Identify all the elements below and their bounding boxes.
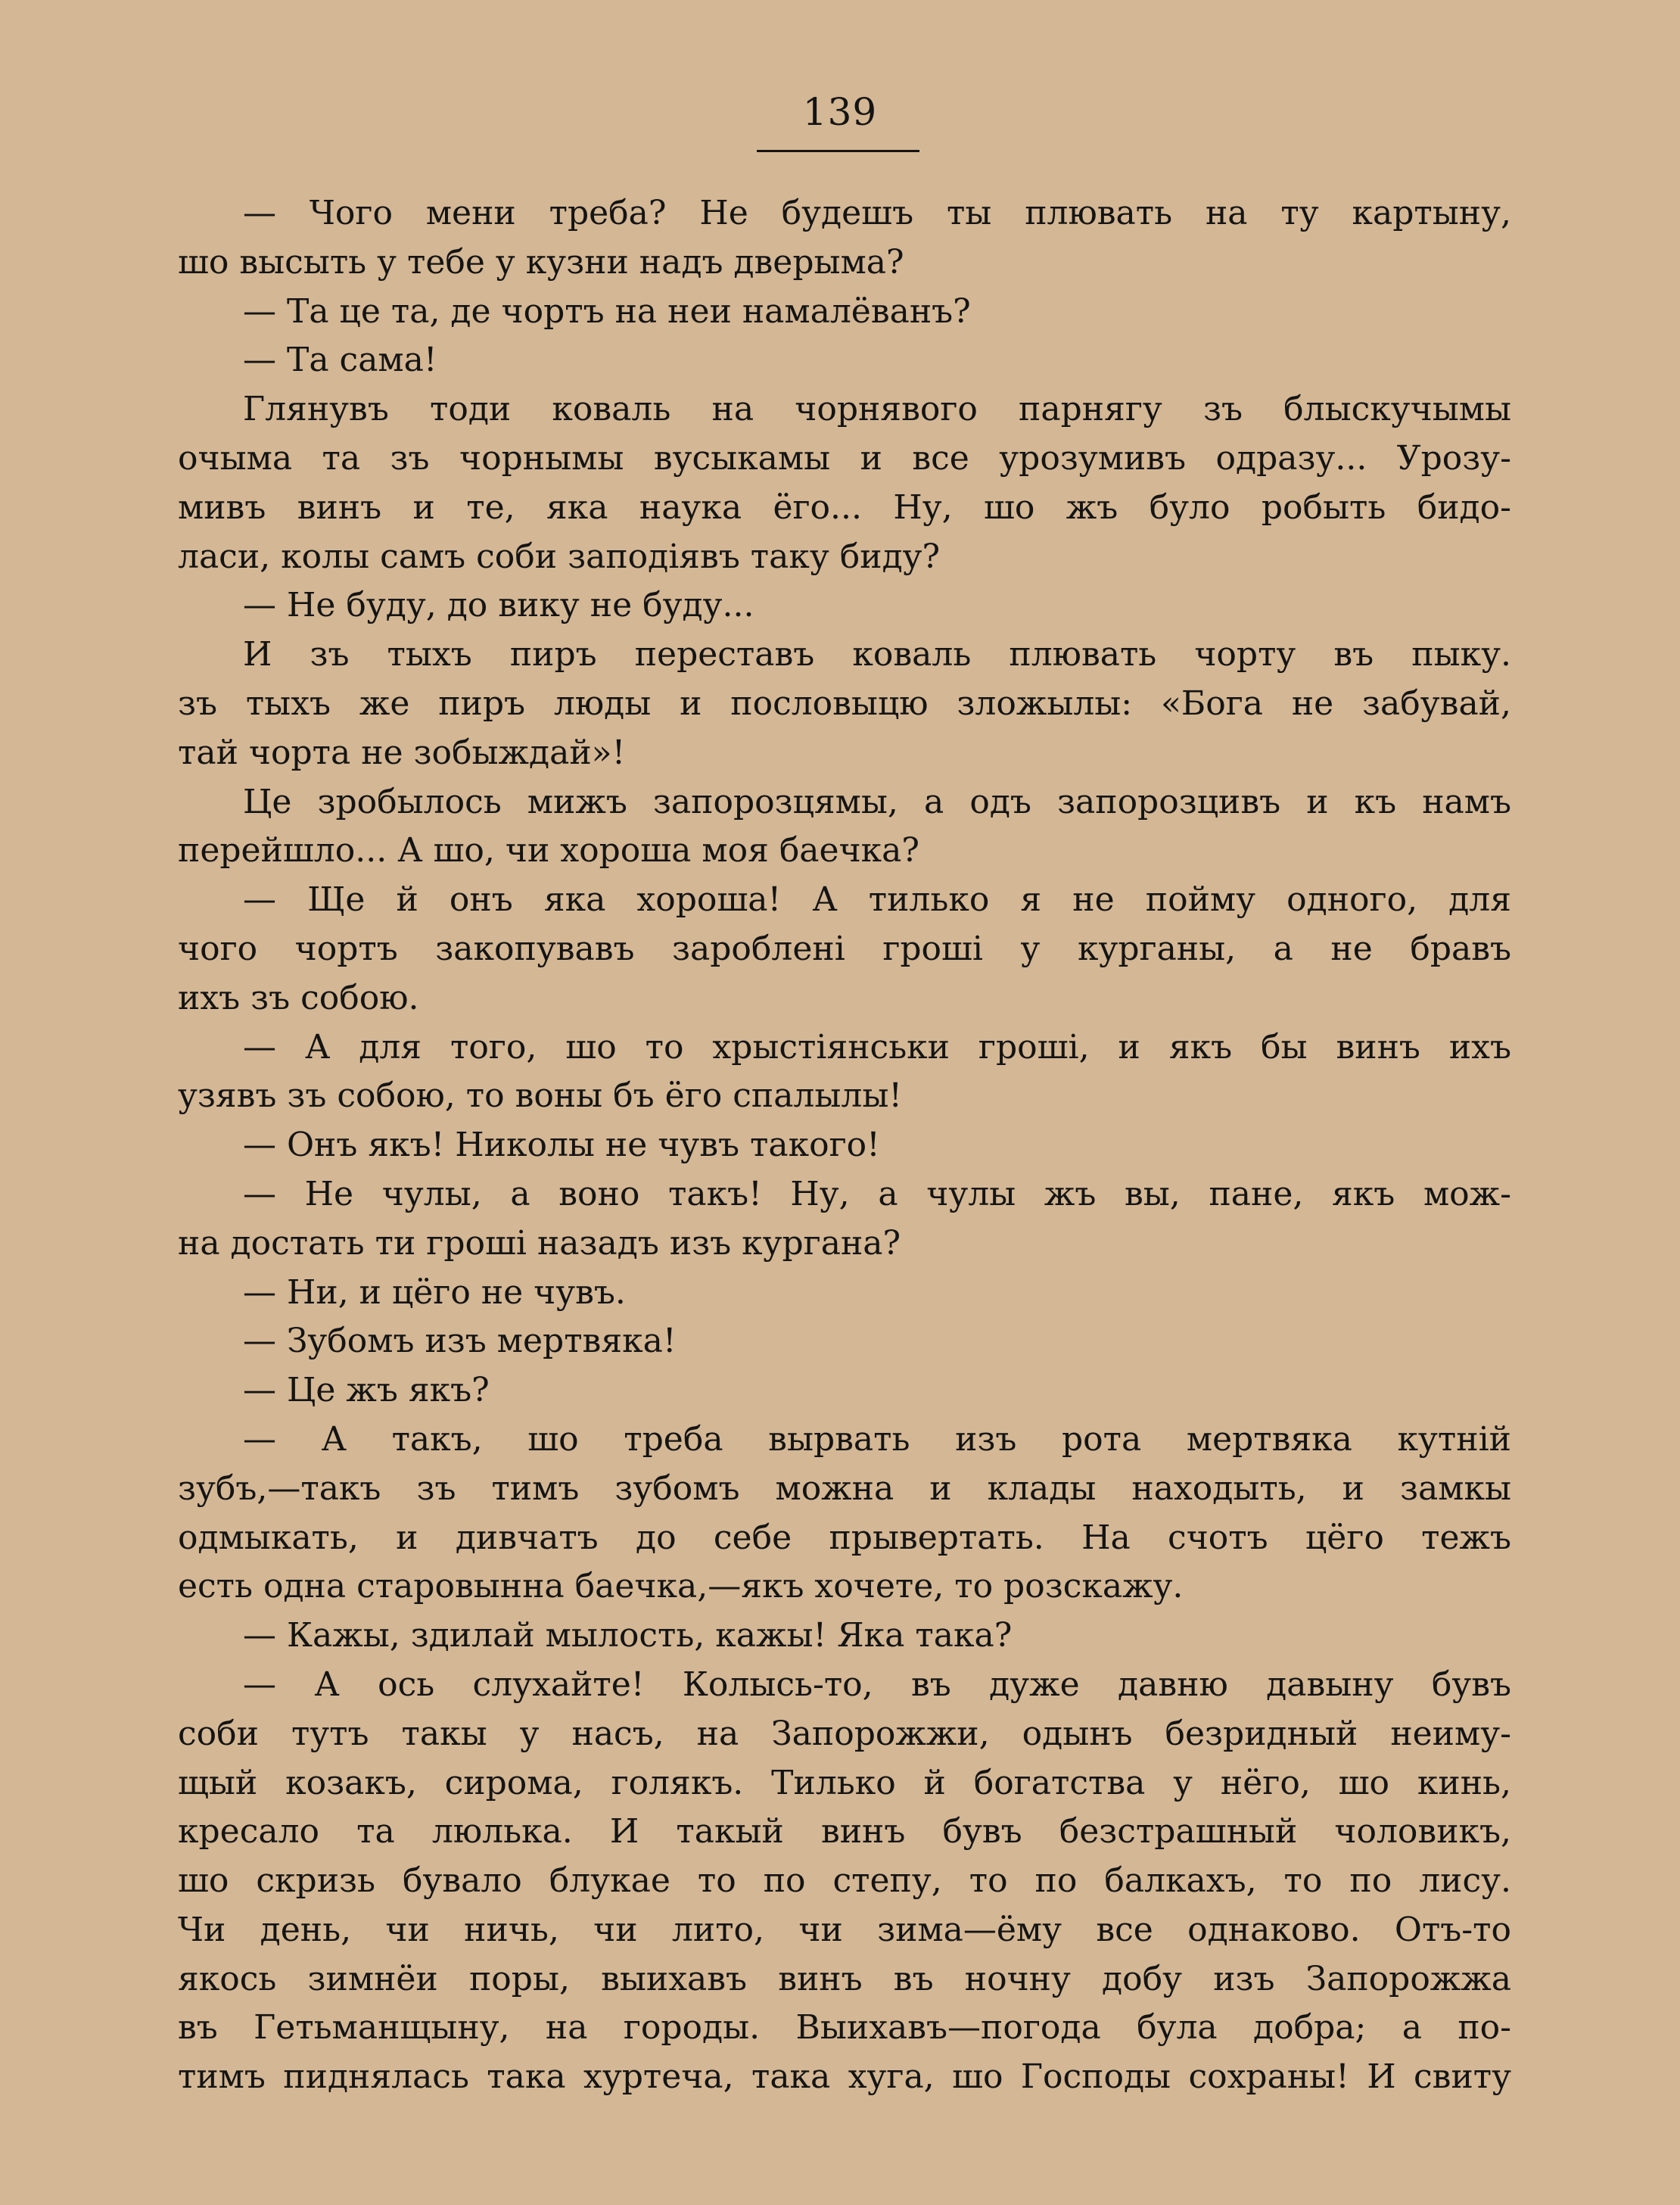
text-line: кресало та люлька. И такый винъ бувъ безстрашный чоловикъ, [178, 1812, 1511, 1852]
text-line: якось зимнёи поры, выихавъ винъ въ ночну добу изъ Запорожжа [178, 1959, 1511, 1998]
text-line: есть одна старовынна баечка,—якъ хочете, то розскажу. [178, 1567, 1184, 1606]
text-line: — Онъ якъ! Николы не чувъ такого! [243, 1126, 880, 1165]
text-line: мивъ винъ и те, яка наука ёго... Ну, шо жъ було робыть бидо- [178, 487, 1511, 527]
text-line: ихъ зъ собою. [178, 978, 419, 1017]
text-line: — А ось слухайте! Колысь-то, въ дуже давню давыну бувъ [243, 1665, 1511, 1704]
text-line: соби тутъ такы у насъ, на Запорожжи, одынъ безридный неиму- [178, 1714, 1511, 1753]
text-line: — Ни, и цёго не чувъ. [243, 1272, 626, 1312]
text-line: одмыкать, и дивчатъ до себе прывертать. На счотъ цёго тежъ [178, 1518, 1511, 1557]
text-line: Глянувъ тоди коваль на чорнявого парнягу зъ блыскучымы [243, 390, 1511, 429]
text-line: — А такъ, шо треба вырвать изъ рота мертвяка кутній [243, 1419, 1511, 1459]
text-line: шо высыть у тебе у кузни надъ дверыма? [178, 242, 904, 282]
text-line: щый козакъ, сирома, голякъ. Тилько й богатства у нёго, шо кинь, [178, 1763, 1511, 1802]
header-rule [757, 150, 919, 152]
text-line: Це зробылось мижъ запорозцямы, а одъ запорозцивъ и къ намъ [243, 782, 1511, 821]
text-line: — Зубомъ изъ мертвяка! [243, 1322, 677, 1361]
text-line: — Чого мени треба? Не будешъ ты плювать на ту картыну, [243, 194, 1511, 232]
text-line: чого чортъ закопувавъ заробленi грошi у курганы, а не бравъ [178, 929, 1511, 968]
text-line: — Не буду, до вику не буду... [243, 586, 754, 625]
text-line: Чи день, чи ничь, чи лито, чи зима—ёму все однаково. Отъ-то [178, 1910, 1511, 1949]
text-line: на достать ти грошi назадъ изъ кургана? [178, 1223, 901, 1263]
text-line: — Кажы, здилай мылость, кажы! Яка така? [243, 1616, 1013, 1655]
text-line: — Та сама! [243, 341, 437, 380]
page-number: 139 [802, 90, 878, 134]
text-line: тай чорта не зобыждай»! [178, 733, 626, 772]
text-line: шо скризь бувало блукае то по степу, то по балкахъ, то по лису. [178, 1861, 1511, 1901]
text-line: зубъ,—такъ зъ тимъ зубомъ можна и клады находыть, и замкы [178, 1468, 1511, 1508]
text-line: — Ще й онъ яка хороша! А тилько я не пойму одного, для [243, 880, 1511, 920]
text-line: — Це жъ якъ? [243, 1371, 490, 1410]
text-line: зъ тыхъ же пиръ люды и пословыцю зложылы: «Бога не забувай, [178, 684, 1511, 723]
text-line: очыма та зъ чорнымы вусыкамы и все урозумивъ одразу... Урозу- [178, 438, 1511, 478]
text-line: тимъ пиднялась така хуртеча, така хуга, шо Господы сохраны! И свиту [178, 2057, 1511, 2097]
text-line: И зъ тыхъ пиръ переставъ коваль плювать чорту въ пыку. [243, 635, 1511, 674]
text-line: — Та це та, де чортъ на неи намалёванъ? [243, 291, 971, 331]
text-line: ласи, колы самъ соби заподіявъ таку биду? [178, 537, 941, 576]
text-line: перейшло... А шо, чи хороша моя баечка? [178, 831, 919, 870]
text-line: — А для того, шо то хрыстіянськи грошi, и якъ бы винъ ихъ [243, 1027, 1511, 1067]
text-line: узявъ зъ собою, то воны бъ ёго спалылы! [178, 1076, 903, 1116]
text-line: — Не чулы, а воно такъ! Ну, а чулы жъ вы, пане, якъ мож- [243, 1174, 1511, 1213]
text-line: въ Гетьманщыну, на городы. Выихавъ—погода була добра; а по- [178, 2008, 1511, 2048]
body-text [178, 189, 1511, 2102]
